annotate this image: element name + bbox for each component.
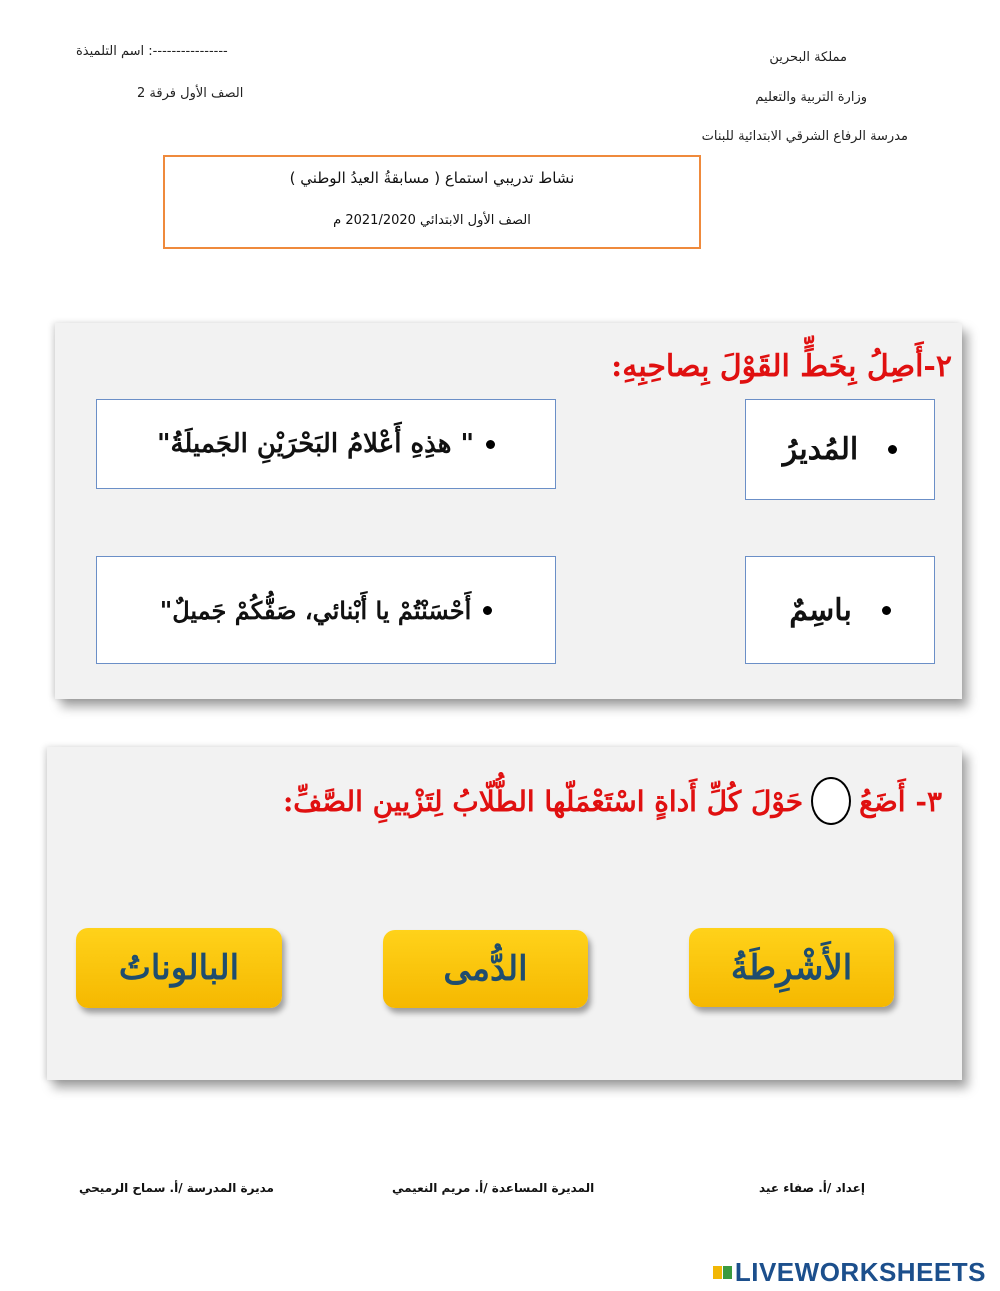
- bullet-dot: [486, 440, 495, 449]
- quote-cell-2[interactable]: [96, 556, 556, 664]
- question3-heading-start: ٣- أَضَعُ: [859, 784, 942, 818]
- speaker-text-2: باسِمٌ: [789, 592, 852, 628]
- speaker-text-1: المُديرُ: [782, 432, 859, 467]
- question3-panel: [47, 747, 962, 1080]
- question3-heading: [283, 777, 942, 825]
- question3-heading-end: حَوْلَ كُلِّ أَداةٍ اسْتَعْمَلّها الطُّلّابُ لِتَزْيينِ الصَّفِّ:: [282, 784, 804, 818]
- circle-symbol: [811, 777, 851, 825]
- logo-text: LIVEWORKSHEETS: [734, 1257, 986, 1287]
- option-ribbons-button[interactable]: الأَشْرِطَةُ: [689, 928, 894, 1007]
- speaker-cell-1[interactable]: [745, 399, 935, 500]
- class-label: الصف الأول فرقة 2: [137, 86, 244, 101]
- logo-mark-icon: [713, 1266, 732, 1279]
- question2-heading: ٢-أَصِلُ بِخَطٍّ القَوْلَ بِصاحِبِهِ:: [611, 349, 952, 384]
- option-balloons-button[interactable]: البالوناتُ: [76, 928, 282, 1008]
- footer-prepared-by: إعداد /أ. صفاء عيد: [758, 1181, 865, 1195]
- quote-text-1: " هذِهِ أَعْلامُ البَحْرَيْنِ الجَميلَةُ": [156, 429, 475, 459]
- speaker-cell-2[interactable]: [745, 556, 935, 664]
- footer-assistant: المديرة المساعدة /أ. مريم النعيمي: [392, 1181, 595, 1195]
- liveworksheets-logo: [713, 1257, 986, 1288]
- header-kingdom: مملكة البحرين: [769, 50, 847, 65]
- quote-text-2: أَحْسَنْتُمْ يا أَبْنائي، صَفُّكُمْ جَميلٌ": [159, 595, 472, 625]
- activity-title: نشاط تدريبي استماع ( مسابقةُ العيدُ الوطني ): [289, 169, 575, 187]
- option-dolls-button[interactable]: الدُّمى: [383, 930, 588, 1008]
- activity-grade-year: الصف الأول الابتدائي 2021/2020 م: [333, 213, 531, 228]
- activity-title-box: [163, 155, 701, 249]
- quote-cell-1[interactable]: [96, 399, 556, 489]
- question2-panel: [55, 323, 962, 699]
- header-ministry: وزارة التربية والتعليم: [755, 90, 867, 105]
- bullet-dot: [882, 606, 891, 615]
- footer-principal: مديرة المدرسة /أ. سماح الرميحي: [79, 1181, 274, 1195]
- header-school: مدرسة الرفاع الشرقي الابتدائية للبنات: [701, 129, 908, 144]
- bullet-dot: [483, 606, 492, 615]
- bullet-dot: [888, 445, 897, 454]
- student-name-line: اسم التلميذة :----------------: [76, 44, 228, 59]
